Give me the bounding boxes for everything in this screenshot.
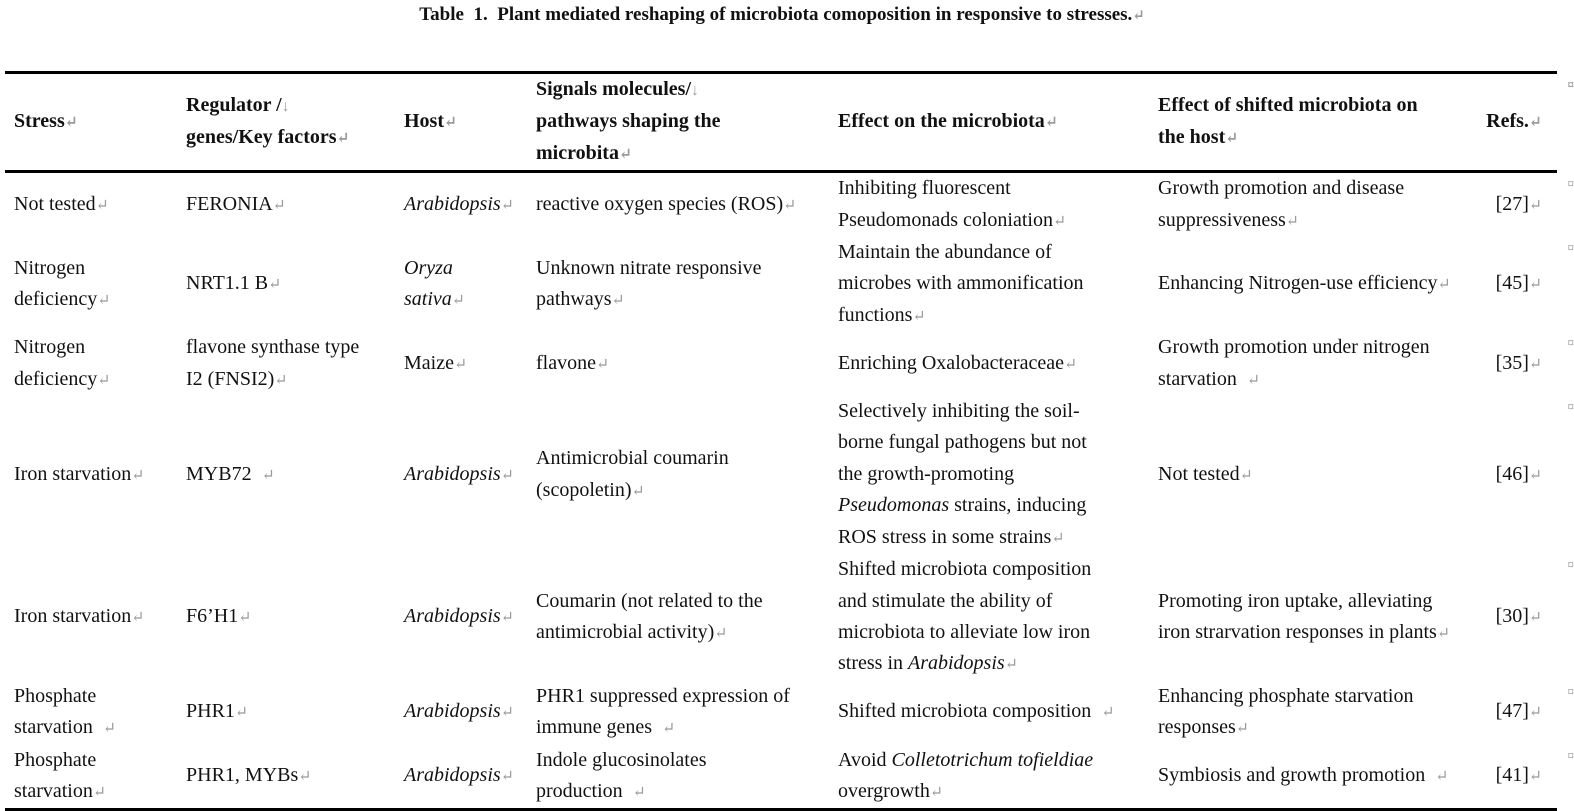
text-run: functions <box>838 304 912 326</box>
format-mark: ↵ <box>783 197 796 214</box>
text-run: Arabidopsis <box>404 605 501 627</box>
format-mark: ↵ <box>596 356 609 373</box>
text-run: Nitrogen <box>14 257 85 279</box>
text-run: Oryza <box>404 257 453 279</box>
format-mark: ↵ <box>131 609 144 626</box>
table-title <box>0 5 1564 26</box>
cell-signals <box>527 332 829 396</box>
text-run: production <box>536 780 633 802</box>
text-run: overgrowth <box>838 780 930 802</box>
text-run: and stimulate the ability of <box>838 590 1052 612</box>
text-run: MYB72 <box>186 463 262 485</box>
format-mark: ↵ <box>632 483 645 500</box>
text-run: the growth-promoting <box>838 463 1014 485</box>
cell-stress <box>5 681 177 745</box>
text-run: Maintain the abundance of <box>838 241 1052 263</box>
text-run: Promoting iron uptake, alleviating <box>1158 590 1432 612</box>
text-run: deficiency <box>14 368 97 390</box>
text-run: Enriching Oxalobacteraceae <box>838 352 1064 374</box>
format-mark: ↵ <box>1529 114 1542 131</box>
format-mark: ↵ <box>1132 8 1144 24</box>
format-mark: ↵ <box>1005 656 1018 673</box>
text-run: Iron starvation <box>14 463 131 485</box>
text-run: stress in <box>838 652 908 674</box>
text-run: Unknown nitrate responsive <box>536 257 762 279</box>
cell-effect_host <box>1149 554 1477 681</box>
text-run: Enhancing Nitrogen-use efficiency <box>1158 272 1438 294</box>
text-run: Regulator / <box>186 94 282 116</box>
row-end-mark: ¤ <box>1568 177 1574 190</box>
text-run: flavone <box>536 352 596 374</box>
cell-effect_microbiota <box>829 681 1149 745</box>
cell-effect_host <box>1149 332 1477 396</box>
format-mark: ↵ <box>444 114 457 131</box>
text-run: [46] <box>1496 463 1529 485</box>
format-mark: ↵ <box>1529 704 1542 721</box>
format-mark: ↵ <box>1529 356 1542 373</box>
cell-effect_microbiota <box>829 745 1149 810</box>
cell-regulator <box>177 554 395 681</box>
text-run: Not tested <box>1158 463 1240 485</box>
cell-host <box>395 396 527 554</box>
cell-effect_host <box>1149 172 1477 237</box>
format-mark: ↵ <box>1529 276 1542 293</box>
text-run: FERONIA <box>186 193 273 215</box>
format-mark: ↵ <box>235 704 248 721</box>
format-mark: ↵ <box>501 197 514 214</box>
cell-signals <box>527 172 829 237</box>
column-header-regulator <box>177 73 395 172</box>
cell-host <box>395 332 527 396</box>
text-run: [47] <box>1496 700 1529 722</box>
stress-microbiota-table <box>5 71 1557 811</box>
row-end-mark: ¤ <box>1568 749 1574 762</box>
table-row <box>5 681 1557 745</box>
text-run: suppressiveness <box>1158 209 1286 231</box>
text-run: borne fungal pathogens but not <box>838 431 1087 453</box>
text-run: Host <box>404 110 444 132</box>
format-mark: ↵ <box>454 356 467 373</box>
cell-signals <box>527 237 829 332</box>
text-run: Arabidopsis <box>404 700 501 722</box>
text-run: Indole glucosinolates <box>536 749 707 771</box>
text-run: Phosphate <box>14 685 96 707</box>
table-row <box>5 396 1557 554</box>
text-run: Phosphate <box>14 749 96 771</box>
column-header-host <box>395 73 527 172</box>
table-row <box>5 554 1557 681</box>
format-mark: ↵ <box>65 114 78 131</box>
text-run: Arabidopsis <box>404 764 501 786</box>
text-run: [45] <box>1496 272 1529 294</box>
text-run: [41] <box>1496 764 1529 786</box>
format-mark: ↵ <box>1438 276 1451 293</box>
text-run: pathways shaping the <box>536 110 721 132</box>
cell-refs <box>1477 332 1557 396</box>
cell-refs <box>1477 172 1557 237</box>
cell-stress <box>5 237 177 332</box>
text-run: (scopoletin) <box>536 479 632 501</box>
text-run: Antimicrobial coumarin <box>536 447 729 469</box>
format-mark: ↵ <box>662 720 675 737</box>
text-run: [30] <box>1496 605 1529 627</box>
cell-effect_host <box>1149 681 1477 745</box>
text-run: F6’H1 <box>186 605 238 627</box>
text-run: Avoid <box>838 749 892 771</box>
text-run: Inhibiting fluorescent <box>838 177 1011 199</box>
format-mark: ↵ <box>1529 768 1542 785</box>
text-run: [35] <box>1496 352 1529 374</box>
text-run: genes/Key factors <box>186 126 337 148</box>
text-run: PHR1 suppressed expression of <box>536 685 790 707</box>
format-mark: ↵ <box>103 720 116 737</box>
cell-effect_microbiota <box>829 554 1149 681</box>
format-mark: ↵ <box>1435 768 1448 785</box>
format-mark: ↵ <box>268 276 281 293</box>
text-run: Maize <box>404 352 454 374</box>
text-run: PHR1 <box>186 700 235 722</box>
format-mark: ↵ <box>238 609 251 626</box>
column-header-refs <box>1477 73 1557 172</box>
text-run: Arabidopsis <box>404 463 501 485</box>
cell-signals <box>527 396 829 554</box>
text-run: microbiota to alleviate low iron <box>838 621 1090 643</box>
text-run: Shifted microbiota composition <box>838 700 1101 722</box>
cell-effect_host <box>1149 745 1477 810</box>
text-run: strains, inducing <box>949 494 1086 516</box>
cell-effect_microbiota <box>829 332 1149 396</box>
text-run: Selectively inhibiting the soil- <box>838 400 1080 422</box>
text-run: Refs. <box>1486 110 1529 132</box>
format-mark: ↵ <box>273 197 286 214</box>
cell-effect_host <box>1149 396 1477 554</box>
text-run: starvation <box>14 780 93 802</box>
cell-regulator <box>177 172 395 237</box>
format-mark: ↵ <box>1053 213 1066 230</box>
table-row <box>5 237 1557 332</box>
text-run: deficiency <box>14 288 97 310</box>
table-row <box>5 332 1557 396</box>
row-end-mark: ¤ <box>1568 78 1574 91</box>
format-mark: ↵ <box>1529 467 1542 484</box>
format-mark: ↵ <box>1529 609 1542 626</box>
text-run: reactive oxygen species (ROS) <box>536 193 783 215</box>
format-mark: ↵ <box>96 197 109 214</box>
text-run: flavone synthase type <box>186 336 359 358</box>
text-run: Arabidopsis <box>404 193 501 215</box>
text-run: Iron starvation <box>14 605 131 627</box>
row-end-mark: ¤ <box>1568 241 1574 254</box>
cell-regulator <box>177 396 395 554</box>
row-end-mark: ¤ <box>1568 558 1574 571</box>
format-mark: ↵ <box>1051 530 1064 547</box>
table-body <box>5 172 1557 810</box>
text-run: Coumarin (not related to the <box>536 590 763 612</box>
text-run: ROS stress in some strains <box>838 526 1051 548</box>
format-mark: ↵ <box>262 467 275 484</box>
cell-host <box>395 237 527 332</box>
table-row <box>5 745 1557 810</box>
cell-effect_microbiota <box>829 172 1149 237</box>
format-mark: ↵ <box>930 784 943 801</box>
text-run: Symbiosis and growth promotion <box>1158 764 1435 786</box>
text-run: Arabidopsis <box>908 652 1005 674</box>
text-run: immune genes <box>536 716 662 738</box>
text-run: Effect on the microbiota <box>838 110 1045 132</box>
text-run: Stress <box>14 110 65 132</box>
text-run: Enhancing phosphate starvation <box>1158 685 1414 707</box>
format-mark: ↵ <box>1101 704 1114 721</box>
text-run: I2 (FNSI2) <box>186 368 274 390</box>
text-run: [27] <box>1496 193 1529 215</box>
format-mark: ↵ <box>97 372 110 389</box>
format-mark: ↓ <box>282 98 290 115</box>
cell-stress <box>5 396 177 554</box>
column-header-stress <box>5 73 177 172</box>
format-mark: ↵ <box>1529 197 1542 214</box>
text-run: iron strarvation responses in plants <box>1158 621 1437 643</box>
text-run: antimicrobial activity) <box>536 621 714 643</box>
table-header <box>5 73 1557 172</box>
text-run: Shifted microbiota composition <box>838 558 1091 580</box>
column-header-effect_microbiota <box>829 73 1149 172</box>
cell-regulator <box>177 745 395 810</box>
format-mark: ↵ <box>501 704 514 721</box>
column-header-effect_host <box>1149 73 1477 172</box>
format-mark: ↵ <box>1286 213 1299 230</box>
format-mark: ↵ <box>1247 372 1260 389</box>
cell-regulator <box>177 237 395 332</box>
cell-stress <box>5 172 177 237</box>
text-run: Colletotrichum tofieldiae <box>892 749 1094 771</box>
format-mark: ↵ <box>501 467 514 484</box>
text-run: Table 1. Plant mediated reshaping of microbiota comoposition in responsive to stresses. <box>419 4 1132 25</box>
text-run: pathways <box>536 288 612 310</box>
text-run: starvation <box>14 716 103 738</box>
format-mark: ↵ <box>274 372 287 389</box>
cell-refs <box>1477 396 1557 554</box>
format-mark: ↵ <box>131 467 144 484</box>
format-mark: ↵ <box>337 130 350 147</box>
text-run: starvation <box>1158 368 1247 390</box>
cell-stress <box>5 332 177 396</box>
table-row <box>5 172 1557 237</box>
format-mark: ↵ <box>1064 356 1077 373</box>
cell-regulator <box>177 681 395 745</box>
text-run: Pseudomonads coloniation <box>838 209 1053 231</box>
format-mark: ↵ <box>1045 114 1058 131</box>
format-mark: ↵ <box>619 146 632 163</box>
format-mark: ↵ <box>97 292 110 309</box>
format-mark: ↓ <box>691 82 699 99</box>
cell-signals <box>527 554 829 681</box>
cell-refs <box>1477 745 1557 810</box>
format-mark: ↵ <box>1225 130 1238 147</box>
cell-effect_host <box>1149 237 1477 332</box>
cell-stress <box>5 745 177 810</box>
header-row <box>5 73 1557 172</box>
cell-host <box>395 554 527 681</box>
format-mark: ↵ <box>298 768 311 785</box>
format-mark: ↵ <box>93 784 106 801</box>
text-run: Growth promotion and disease <box>1158 177 1404 199</box>
text-run: Effect of shifted microbiota on <box>1158 94 1418 116</box>
format-mark: ↵ <box>452 292 465 309</box>
format-mark: ↵ <box>714 625 727 642</box>
format-mark: ↵ <box>501 609 514 626</box>
cell-refs <box>1477 237 1557 332</box>
cell-signals <box>527 745 829 810</box>
cell-refs <box>1477 554 1557 681</box>
cell-effect_microbiota <box>829 396 1149 554</box>
text-run: Nitrogen <box>14 336 85 358</box>
format-mark: ↵ <box>1240 467 1253 484</box>
text-run: the host <box>1158 126 1225 148</box>
format-mark: ↵ <box>612 292 625 309</box>
text-run: microbes with ammonification <box>838 272 1084 294</box>
cell-host <box>395 172 527 237</box>
format-mark: ↵ <box>501 768 514 785</box>
text-run: NRT1.1 B <box>186 272 268 294</box>
cell-regulator <box>177 332 395 396</box>
text-run: microbita <box>536 142 619 164</box>
text-run: Growth promotion under nitrogen <box>1158 336 1430 358</box>
text-run: Not tested <box>14 193 96 215</box>
text-run: PHR1, MYBs <box>186 764 298 786</box>
format-mark: ↵ <box>633 784 646 801</box>
row-end-mark: ¤ <box>1568 400 1574 413</box>
text-run: sativa <box>404 288 452 310</box>
column-header-signals <box>527 73 829 172</box>
text-run: Pseudomonas <box>838 494 949 516</box>
cell-host <box>395 745 527 810</box>
text-run: responses <box>1158 716 1236 738</box>
cell-effect_microbiota <box>829 237 1149 332</box>
row-end-mark: ¤ <box>1568 685 1574 698</box>
text-run: Signals molecules/ <box>536 78 691 100</box>
format-mark: ↵ <box>1437 625 1450 642</box>
row-end-mark: ¤ <box>1568 336 1574 349</box>
cell-signals <box>527 681 829 745</box>
cell-stress <box>5 554 177 681</box>
cell-refs <box>1477 681 1557 745</box>
format-mark: ↵ <box>912 308 925 325</box>
cell-host <box>395 681 527 745</box>
format-mark: ↵ <box>1236 720 1249 737</box>
